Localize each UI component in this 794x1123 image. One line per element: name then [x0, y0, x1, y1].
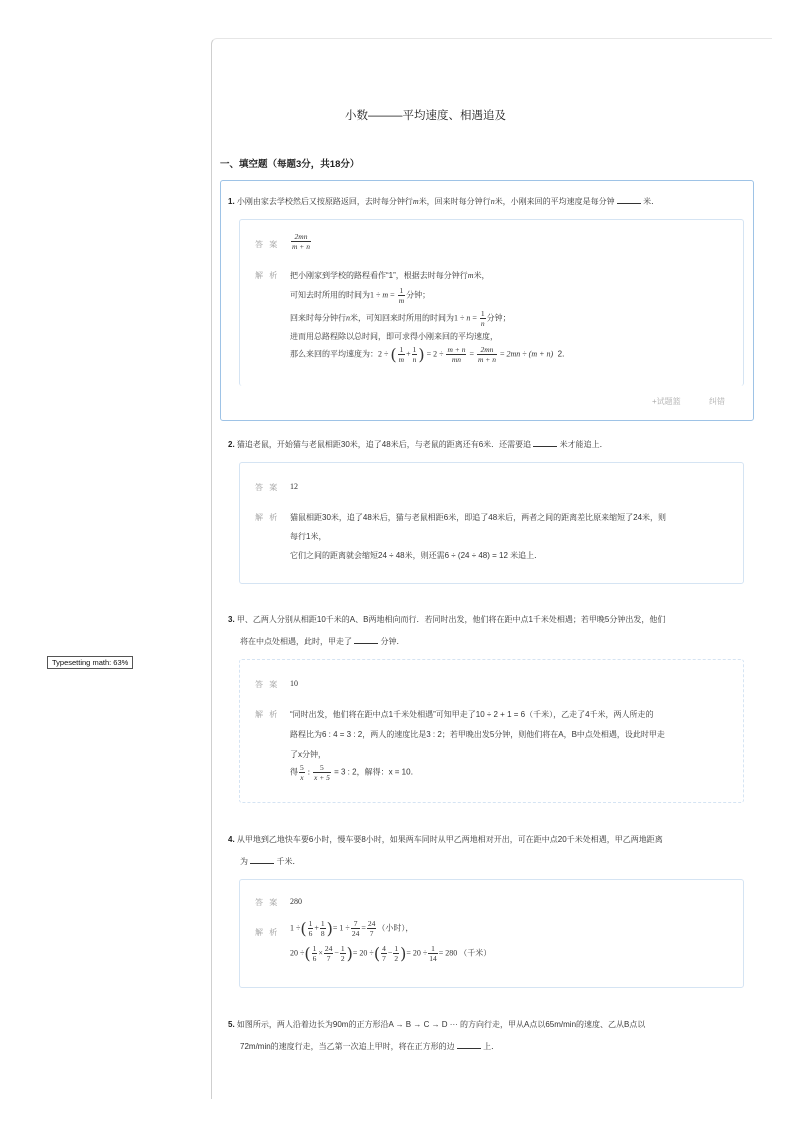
question-4-answer: 280 [290, 897, 302, 906]
question-3-analysis-line-2: 路程比为6 : 4 = 3 : 2，两人的速度比是3 : 2；若甲晚出发5分钟，则他们将在A，B中点处相遇，设此时甲走 [290, 730, 665, 739]
question-2-analysis-line-2: 每行1米， [290, 532, 327, 541]
question-4-stem-line-2: 为 千米． [240, 851, 300, 873]
answer-blank [354, 634, 378, 644]
worksheet-page [211, 38, 772, 1099]
answer-label: 答 案 [255, 483, 280, 492]
analysis-label: 解 析 [255, 513, 280, 522]
add-to-basket-button[interactable]: +试题篮 [652, 397, 681, 406]
question-3-stem-line-1: 3. 甲、乙两人分别从相距10千米的A、B两地相向而行．若同时出发，他们将在距中点1千米处相遇；若甲晚5分钟出发，他们 [228, 615, 666, 624]
report-error-button[interactable]: 纠错 [709, 397, 725, 406]
answer-blank [533, 437, 557, 447]
answer-label: 答 案 [255, 680, 280, 689]
question-3-analysis-line-1: “同时出发，他们将在距中点1千米处相遇”可知甲走了10 ÷ 2 + 1 = 6（千米），乙走了4千米，两人所走的 [290, 710, 654, 719]
answer-blank [617, 194, 641, 204]
page-title: 小数———平均速度、相遇追及 [345, 110, 506, 122]
question-4-analysis-line-2: 20 ÷( $\frac{1}{6}$ × $\frac{24}{7}$ − $\frac{1}{2}$ )= 20 ÷( $\frac{4}{7}$ − $\frac{1}{2}$ )= 20 ÷ $\frac{1}{14}$ = 280 （千米） [290, 944, 492, 963]
answer-blank [250, 854, 274, 864]
analysis-label: 解 析 [255, 928, 280, 937]
question-3-analysis-line-4: 得 $\frac{5}{x}$ : $\frac{5}{x + 5}$ = 3 : 2，解得：x = 10． [290, 763, 419, 782]
question-2-analysis-line-1: 猫鼠相距30米，追了48米后，猫与老鼠相距6米，即追了48米后，两者之间的距离差比原来缩短了24米，则 [290, 513, 667, 522]
answer-blank [457, 1039, 481, 1049]
question-1-answer: $\frac{2mn}{m + n}$ [292, 232, 310, 251]
analysis-label: 解 析 [255, 271, 280, 280]
question-1-analysis-line-3: 回来时每分钟行n米，可知回来时所用的时间为1 ÷ n = $\frac{1}{n}$ 分钟； [290, 309, 511, 328]
question-4-analysis-line-1: 1 ÷( $\frac{1}{6}$ + $\frac{1}{8}$ )= 1 ÷ $\frac{7}{24}$ = $\frac{24}{7}$ （小时）， [290, 919, 414, 938]
question-3-answer: 10 [290, 679, 298, 688]
question-1-analysis-line-4: 进而用总路程除以总时间，即可求得小刚来回的平均速度， [290, 332, 498, 341]
math-typesetting-status: Typesetting math: 63% [47, 656, 133, 669]
question-2-analysis-line-3: 它们之间的距离就会缩短24 ÷ 48米，则还需6 ÷ (24 ÷ 48) = 12 米追上． [290, 551, 543, 560]
question-2-solution [239, 462, 744, 584]
question-2-answer: 12 [290, 482, 298, 491]
analysis-label: 解 析 [255, 710, 280, 719]
question-1-analysis-line-2: 可知去时所用的时间为1 ÷ m = $\frac{1}{m}$ 分钟； [290, 286, 431, 305]
question-5-stem-line-2: 72m/min的速度行走，当乙第一次追上甲时，将在正方形的边 上． [240, 1036, 499, 1058]
answer-label: 答 案 [255, 240, 280, 249]
question-3-analysis-line-3: 了x分钟， [290, 750, 326, 759]
question-1-analysis-line-1: 把小刚家到学校的路程看作“1”，根据去时每分钟行m米， [290, 271, 490, 280]
question-5-stem-line-1: 5. 如图所示，两人沿着边长为90m的正方形沿A → B → C → D ··· 的方向行走，甲从A点以65m/min的速度、乙从B点以 [228, 1020, 646, 1029]
answer-label: 答 案 [255, 898, 280, 907]
question-2-stem: 2. 猫追老鼠，开始猫与老鼠相距30米，追了48米后，与老鼠的距离还有6米．还需要追 米才能追上． [228, 434, 608, 456]
section-heading: 一、填空题（每题3分，共18分） [220, 159, 360, 170]
question-1-analysis-line-5: 那么来回的平均速度为：2 ÷ ( $\frac{1}{m}$ + $\frac{1}{n}$ ) = 2 ÷ $\frac{m + n}{mn}$ = $\frac{2mn}{m + n}$ = 2mn ÷ (m + n) 2． [290, 345, 571, 364]
question-3-stem-line-2: 将在中点处相遇，此时，甲走了 分钟． [240, 631, 404, 653]
question-1-stem: 1. 小刚由家去学校然后又按原路返回，去时每分钟行m米，回来时每分钟行n米，小刚来回的平均速度是每分钟 米． [228, 191, 659, 213]
question-4-stem-line-1: 4. 从甲地到乙地快车要6小时，慢车要8小时，如果两车同时从甲乙两地相对开出，可在距中点20千米处相遇，甲乙两地距离 [228, 835, 663, 844]
